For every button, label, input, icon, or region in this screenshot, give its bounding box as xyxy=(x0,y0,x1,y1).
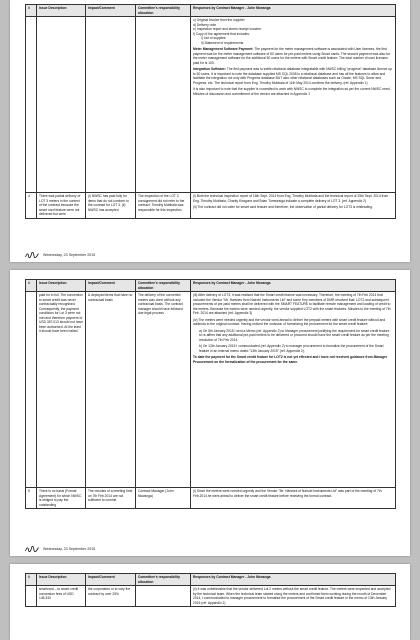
response-subitem: a) On 5th January 2015 I sent a Memo (ref. Appendix 2) to Manager procurement justifying the requirement for smart credit feature to re-affirm that any additional pre-paid meters to be delivered or procured should have the smart credit feature as per the meeting resolution of 7th Feb 2014. xyxy=(199,328,390,342)
page-footer xyxy=(25,250,95,260)
header-impact: Impact/Comment xyxy=(86,574,136,586)
cell-committee: The inspection of the LOT 3 consignment did not refer to the contract. Timothy Mubbala was responsible for this inspection. xyxy=(136,193,191,219)
cell-issue: There is no basis (Formal Agreement) for which NWSC is obliged to pay the outstanding xyxy=(37,488,86,509)
header-number: # xyxy=(26,5,37,17)
vendor-note: It is also important to note that the supplier is committed to work with NWSC to complete the integration as per the current NWSC need. Minutes of discussion and commitment of the vendor are attached in Appendix 1 xyxy=(193,87,391,96)
meter-text: The payment for the meter management software is associated with User licenses, the first payment was for the meter management software of 50 users for pre-paid meters using Smart cards. The second payment was also for the meter management software for the additional 50 users for the meters with Smart credit feature. The total number of user licenses paid for is 100. xyxy=(193,47,391,65)
cell-committee xyxy=(136,586,191,607)
cell-response xyxy=(191,17,396,193)
list-item: ii) Statement of requirements xyxy=(201,40,244,45)
header-response: Responses by Contract Manager - John Nkwanga xyxy=(191,280,396,292)
list-item: i) List of supplies xyxy=(201,36,226,40)
header-committee: Committee's responsibility allocation xyxy=(136,574,191,586)
document-page-1 xyxy=(10,0,410,262)
header-issue: Issue Description xyxy=(37,574,86,586)
cell-number xyxy=(26,17,37,193)
meter-title: Meter Management Software Payment: xyxy=(193,47,254,51)
cell-response xyxy=(191,193,396,219)
cell-response: (i) Since the meters were needed urgently and the Vendor "Mr. Harshes of Nairobi Instruments Ltd" was part of the meeting of 7th Feb.2014,he went ahead to deliver the smart credit feature before receiving the formal contract. xyxy=(191,488,396,509)
header-issue: Issue Description xyxy=(37,280,86,292)
page-footer xyxy=(25,544,95,554)
list-item: f) Copy of the agreement that includes: xyxy=(193,31,250,36)
cell-impact: the corporation or to vary the contract by over 25% xyxy=(86,586,136,607)
header-impact: Impact/Comment xyxy=(86,5,136,17)
table-row xyxy=(26,17,396,193)
cell-impact xyxy=(86,17,136,193)
cell-issue: There was partial delivery of LOT 3 meters in the context of the contract because the smart card feature were not delivered but were xyxy=(37,193,86,219)
document-page-3 xyxy=(10,564,410,640)
header-number: # xyxy=(26,280,37,292)
footer-date: Wednesday, 23 September 2015 xyxy=(43,253,96,257)
cell-response xyxy=(191,292,396,488)
header-number: # xyxy=(26,574,37,586)
cell-number xyxy=(26,292,37,488)
cell-committee xyxy=(136,17,191,193)
integration-text: The first payment was to settle relational database integratable with NWSC billing "progress" database licence up to 50 users. It is important to note the database supplied MS SQL 2008 is a relational database and has all the features to allow and facilitate the integration not only with Progress database BUT also other relational databases such as Oracle, MS SQL Sever and Progress. etc. The technical report from Eng. Timothy Mubbala of 11th May 2014 confirms the delivery. (ref. Appendix 1) xyxy=(193,67,392,85)
signature-icon xyxy=(25,546,39,553)
cell-issue xyxy=(37,17,86,193)
response-subitem: b) On 13th January 2015 I communicated (ref. Appendix 2) to manager procurement to formalize the procurement of the Smart feature in an internal memo dated "13th January 2015" (ref. Appendix 2). xyxy=(199,344,384,353)
document-page-2 xyxy=(10,270,410,556)
footer-date: Wednesday, 23 September 2015 xyxy=(43,547,96,551)
cell-impact: The minutes of a meeting held on 7th Feb 2014 are not sufficient to commit xyxy=(86,488,136,509)
cell-response: (ii) It was unbelievable that the vendor delivered Lot 2 meters without the smart credit feature. The meters were inspected and accepted by the technical team. When the technical team started using the meters and confirmed them working during the month of December 2014, I communicated to manager procurement to formalise the procurement of the Smart credit feature in the memo of 13th January 2015 (ref. Appendix 2) xyxy=(191,586,396,607)
cell-number xyxy=(26,586,37,607)
cell-issue: smartcard – to smart credit conversion fees of USD 145,340 xyxy=(37,586,86,607)
header-committee: Committee's responsibility allocation xyxy=(136,5,191,17)
header-committee: Committee's responsibility allocation xyxy=(136,280,191,292)
header-response: Responses by Contract Manager - John Nkwanga xyxy=(191,5,396,17)
audit-table-page-2 xyxy=(25,279,396,509)
table-row xyxy=(26,292,396,488)
table-header-row xyxy=(26,574,396,586)
response-item: (ii) The contract did not cater for smart card feature and therefore, the observation of partial delivery for LOT3 is misleading. xyxy=(193,205,373,209)
cell-number: 5 xyxy=(26,488,37,509)
header-response: Responses by Contract Manager - John Nkwanga xyxy=(191,574,396,586)
list-item: e) Inspection report and stores receipt voucher xyxy=(193,27,262,31)
list-item: d) Delivery note xyxy=(193,22,217,27)
response-item: (i) Both the technical inspection report of 16th Sept. 2014 from Eng. Timothy Mubbala and the technical report of 25th Sept. 2014 from Eng. Timothy Mubbala, Charity Kiragone and Brian Tumwesiga indicate a complete delivery of LOT 3. (ref. Appendix 2) xyxy=(193,194,389,203)
signature-icon xyxy=(25,252,39,259)
response-item: (iv) The meters were needed urgently and the vendor went ahead to deliver the prepaid meters with smart credit feature without and addenda to the original contract. Having noticed the omission of formalizing the procurement for the smart credit feature; xyxy=(193,317,386,326)
table-row xyxy=(26,586,396,607)
cell-committee: The delivery of the converted meters was done without any contractual basis. The contract manager should have followed due legal process xyxy=(136,292,191,488)
table-row xyxy=(26,193,396,219)
header-issue: Issue Description xyxy=(37,5,86,17)
audit-table-page-3 xyxy=(25,573,396,607)
meter-paragraph xyxy=(193,47,393,65)
cell-impact: (i) NWSC has paid fully for items that do not conform to the contract for LOT 3. (ii) NWSC has accepted xyxy=(86,193,136,219)
list-item: c) Original invoice from the supplier xyxy=(193,18,245,22)
cell-issue: paid for in full. The conversion to smart credit was never contractually recognised. Consequently, the payment conditions for Lot 3 were not met and therefore payment of USD 357,013 should not have been authorised. At the least it should have been halted. xyxy=(37,292,86,488)
cell-number: 4 xyxy=(26,193,37,219)
table-header-row xyxy=(26,5,396,17)
table-header-row xyxy=(26,280,396,292)
cell-impact: & deployed items that have no contractual basis xyxy=(86,292,136,488)
table-row xyxy=(26,488,396,509)
integration-title: Integration Software: xyxy=(193,67,226,71)
integration-paragraph xyxy=(193,67,393,85)
response-item: (iii) After delivery of LOT3, it was realised that the Smart credit feature was necessary. Therefore, the meeting of 7th Feb 2014 that included the Vendor "Mr. Harshes from Nairobi Instruments Ltd" and some Key members of DMR resolved that; LOT2 and subsequent procurements of pre-paid meters shall be delivered with the SMART FEATURE to facilitate remote management and loading of credit to the meters. Because the meters were needed urgently, the vendor supplied LOT2 with the smart features. Minutes to the meeting of 7th Feb. 2014 are attached (ref. Appendix 3) xyxy=(193,293,391,315)
header-impact: Impact/Comment xyxy=(86,280,136,292)
audit-table-page-1 xyxy=(25,4,396,219)
payment-status-note: To date the payment for the Smart credit feature for LOT2 is not yet effected and I have not received guidance from Manager Procurement on the formalization of the procurement for the same. xyxy=(193,355,388,364)
cell-committee: Contract Manager (John Nkwanga) xyxy=(136,488,191,509)
